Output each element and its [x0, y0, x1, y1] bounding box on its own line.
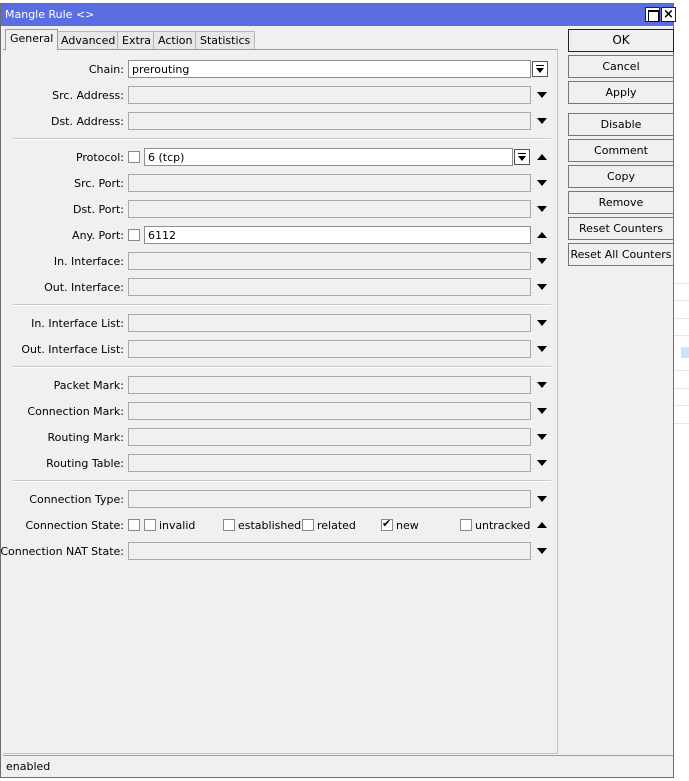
out-interface-list-expand-icon[interactable]	[537, 346, 547, 352]
chain-dropdown-icon[interactable]	[532, 61, 548, 77]
connection-type-field[interactable]	[128, 490, 531, 508]
remove-button[interactable]: Remove	[568, 191, 674, 214]
separator	[13, 480, 551, 482]
out-interface-list-label: Out. Interface List:	[21, 343, 124, 356]
routing-table-label: Routing Table:	[46, 457, 124, 470]
dst-address-field[interactable]	[128, 112, 531, 130]
reset-counters-button[interactable]: Reset Counters	[568, 217, 674, 240]
out-interface-field[interactable]	[128, 278, 531, 296]
tab-action[interactable]: Action	[153, 31, 197, 49]
tab-extra[interactable]: Extra	[117, 31, 156, 49]
out-interface-list-field[interactable]	[128, 340, 531, 358]
state-untracked-label: untracked	[475, 519, 531, 532]
out-interface-row	[3, 278, 558, 297]
title-bar[interactable]	[1, 4, 673, 26]
src-port-row	[3, 174, 558, 193]
in-interface-list-label: In. Interface List:	[31, 317, 124, 330]
separator	[13, 138, 551, 140]
src-port-label: Src. Port:	[74, 177, 124, 190]
state-related-checkbox[interactable]	[302, 519, 314, 531]
connection-state-collapse-icon[interactable]	[537, 522, 547, 528]
out-interface-list-row	[3, 340, 558, 359]
state-related-label: related	[317, 519, 356, 532]
mangle-rule-window	[0, 3, 674, 778]
any-port-negate-checkbox[interactable]	[128, 229, 140, 241]
background-selection-stripe	[681, 347, 689, 358]
src-port-expand-icon[interactable]	[537, 180, 547, 186]
connection-mark-row	[3, 402, 558, 421]
packet-mark-row	[3, 376, 558, 395]
connection-type-row	[3, 490, 558, 509]
connection-nat-state-expand-icon[interactable]	[537, 548, 547, 554]
separator	[13, 366, 551, 368]
connection-mark-label: Connection Mark:	[27, 405, 124, 418]
ok-button[interactable]: OK	[568, 29, 674, 52]
state-invalid-checkbox[interactable]	[144, 519, 156, 531]
src-address-row	[3, 86, 558, 105]
in-interface-label: In. Interface:	[53, 255, 124, 268]
protocol-negate-checkbox[interactable]	[128, 151, 140, 163]
cancel-button[interactable]: Cancel	[568, 55, 674, 78]
connection-state-negate-checkbox[interactable]	[128, 519, 140, 531]
separator	[13, 304, 551, 306]
packet-mark-field[interactable]	[128, 376, 531, 394]
packet-mark-expand-icon[interactable]	[537, 382, 547, 388]
state-established-checkbox[interactable]	[223, 519, 235, 531]
reset-all-counters-button[interactable]: Reset All Counters	[568, 243, 674, 266]
state-untracked-checkbox[interactable]	[460, 519, 472, 531]
out-interface-label: Out. Interface:	[44, 281, 124, 294]
src-port-field[interactable]	[128, 174, 531, 192]
connection-type-expand-icon[interactable]	[537, 496, 547, 502]
chain-field[interactable]: prerouting	[128, 60, 531, 78]
maximize-icon[interactable]	[645, 7, 660, 22]
tab-statistics[interactable]: Statistics	[195, 31, 255, 49]
protocol-dropdown-icon[interactable]	[514, 149, 530, 165]
routing-mark-expand-icon[interactable]	[537, 434, 547, 440]
connection-mark-expand-icon[interactable]	[537, 408, 547, 414]
in-interface-field[interactable]	[128, 252, 531, 270]
close-icon[interactable]: ×	[661, 7, 676, 22]
protocol-label: Protocol:	[75, 151, 124, 164]
packet-mark-label: Packet Mark:	[53, 379, 124, 392]
chain-row	[3, 60, 558, 79]
dst-address-label: Dst. Address:	[50, 115, 124, 128]
dst-address-expand-icon[interactable]	[537, 118, 547, 124]
status-bar	[3, 755, 673, 775]
state-new-checkbox[interactable]	[381, 519, 393, 531]
protocol-field[interactable]: 6 (tcp)	[144, 148, 513, 166]
connection-nat-state-row	[0, 542, 558, 561]
routing-table-field[interactable]	[128, 454, 531, 472]
any-port-row	[3, 226, 558, 245]
routing-mark-row	[3, 428, 558, 447]
out-interface-expand-icon[interactable]	[537, 284, 547, 290]
routing-table-row	[3, 454, 558, 473]
any-port-collapse-icon[interactable]	[537, 232, 547, 238]
tab-general[interactable]: General	[5, 29, 58, 50]
routing-mark-field[interactable]	[128, 428, 531, 446]
connection-mark-field[interactable]	[128, 402, 531, 420]
background-window-edge	[673, 0, 689, 781]
any-port-label: Any. Port:	[72, 229, 124, 242]
state-established-label: established	[238, 519, 302, 532]
src-address-field[interactable]	[128, 86, 531, 104]
connection-state-label: Connection State:	[25, 519, 124, 532]
connection-nat-state-field[interactable]	[128, 542, 531, 560]
in-interface-list-field[interactable]	[128, 314, 531, 332]
dst-port-expand-icon[interactable]	[537, 206, 547, 212]
comment-button[interactable]: Comment	[568, 139, 674, 162]
chain-label: Chain:	[88, 63, 124, 76]
protocol-collapse-icon[interactable]	[537, 154, 547, 160]
protocol-row	[3, 148, 558, 167]
disable-button[interactable]: Disable	[568, 113, 674, 136]
connection-state-row	[3, 516, 558, 535]
in-interface-list-row	[3, 314, 558, 333]
state-invalid-label: invalid	[159, 519, 196, 532]
routing-mark-label: Routing Mark:	[47, 431, 124, 444]
in-interface-list-expand-icon[interactable]	[537, 320, 547, 326]
state-new-label: new	[396, 519, 419, 532]
src-address-label: Src. Address:	[52, 89, 124, 102]
src-address-expand-icon[interactable]	[537, 92, 547, 98]
in-interface-expand-icon[interactable]	[537, 258, 547, 264]
routing-table-expand-icon[interactable]	[537, 460, 547, 466]
apply-button[interactable]: Apply	[568, 81, 674, 104]
connection-nat-state-label: Connection NAT State:	[0, 545, 124, 558]
window-title: Mangle Rule <>	[5, 8, 95, 21]
connection-type-label: Connection Type:	[29, 493, 124, 506]
general-panel	[0, 49, 558, 754]
any-port-field[interactable]: 6112	[144, 226, 531, 244]
tab-advanced[interactable]: Advanced	[56, 31, 120, 49]
dst-address-row	[3, 112, 558, 131]
status-text: enabled	[6, 760, 51, 773]
in-interface-row	[3, 252, 558, 271]
copy-button[interactable]: Copy	[568, 165, 674, 188]
dst-port-row	[3, 200, 558, 219]
dst-port-label: Dst. Port:	[72, 203, 124, 216]
dst-port-field[interactable]	[128, 200, 531, 218]
